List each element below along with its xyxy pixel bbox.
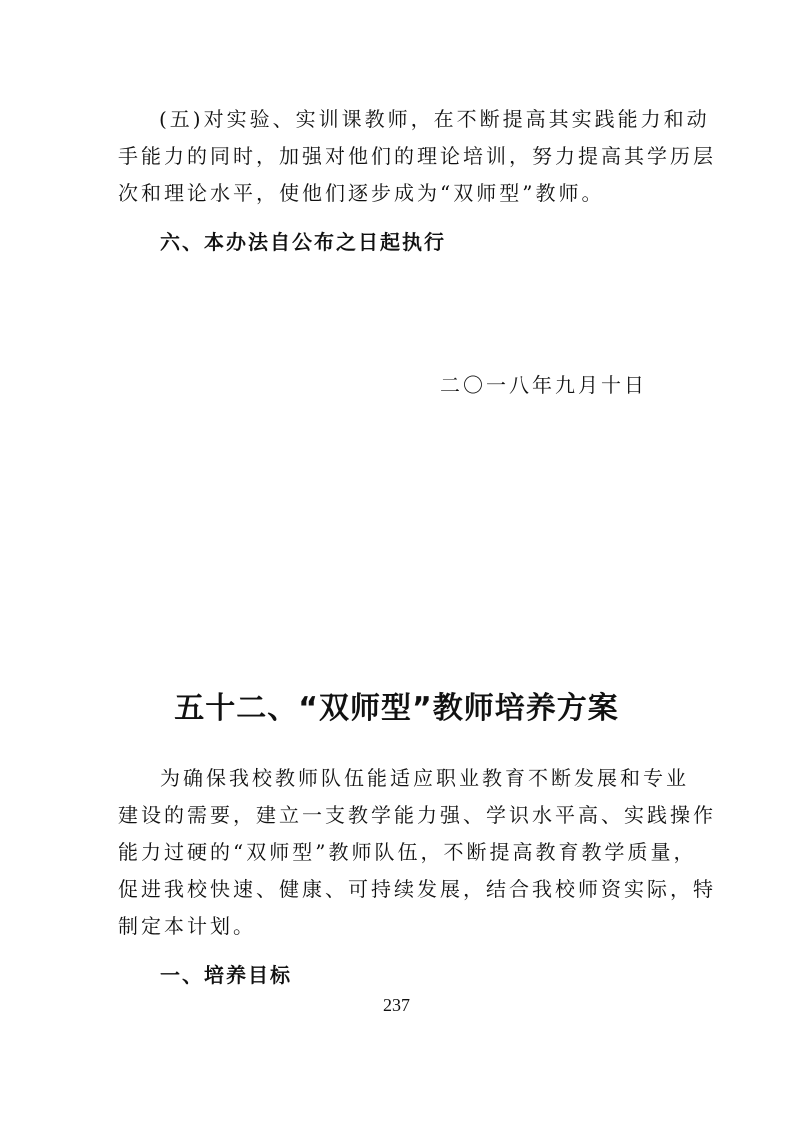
- page-number: 237: [383, 995, 410, 1015]
- intro-line-5: 制定本计划。: [118, 914, 256, 938]
- section-six-heading: 六、本办法自公布之日起执行: [160, 230, 446, 254]
- section-five-line-1: (五)对实验、实训课教师，在不断提高其实践能力和动: [159, 107, 710, 131]
- date-line: 二〇一八年九月十日: [440, 373, 647, 397]
- intro-line-3: 能力过硬的“双师型”教师队伍，不断提高教育教学质量，: [118, 840, 697, 864]
- document-title: 五十二、“双师型”教师培养方案: [174, 691, 619, 726]
- section-five-line-3: 次和理论水平，使他们逐步成为“双师型”教师。: [118, 181, 605, 205]
- intro-line-4: 促进我校快速、健康、可持续发展，结合我校师资实际，特: [118, 877, 716, 901]
- section-five-line-2: 手能力的同时，加强对他们的理论培训，努力提高其学历层: [118, 144, 716, 168]
- section-one-heading: 一、培养目标: [160, 963, 292, 987]
- intro-line-2: 建设的需要，建立一支教学能力强、学识水平高、实践操作: [118, 803, 716, 827]
- intro-line-1: 为确保我校教师队伍能适应职业教育不断发展和专业: [160, 766, 689, 790]
